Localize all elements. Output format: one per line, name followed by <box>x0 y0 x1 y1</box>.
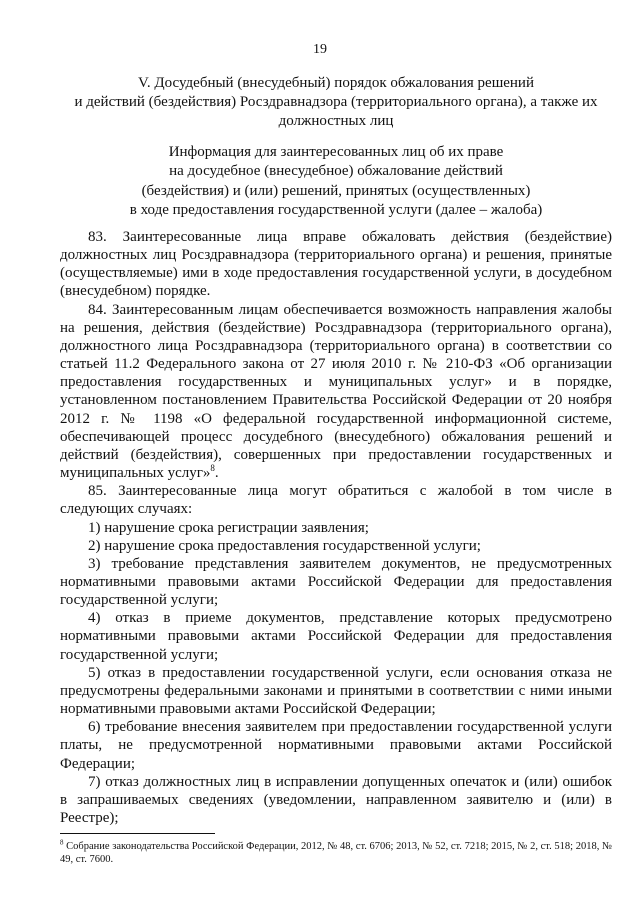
list-item: 2) нарушение срока предоставления государственной услуги; <box>88 537 481 554</box>
paragraph-84-text: 84. Заинтересованным лицам обеспечивается возможность направления жалобы на решения, действия (бездействие) Росздравнадзора (территориального органа), должностного лица Росздравнадзора (территориального органа) в соответствии со статьей 11.2 Федерального закона от 27 июля 2010 г. № 210-ФЗ «Об организации предоставления государственных и муниципальных услуг» и в порядке, установленном постановлением Правительства Российской Федерации от 20 ноября 2012 г. № 1198 «О федеральной государственной информационной системе, обеспечивающей процесс досудебного (внесудебного) обжалования решений и действий (бездействия), совершенных при предоставлении государственных и муниципальных услуг» <box>60 301 612 482</box>
section-heading <box>60 74 612 131</box>
list-item: 7) отказ должностных лиц в исправлении допущенных опечаток и (или) ошибок в запрашиваемых сведениях (уведомлении, направленном заявителю и (или) в Реестре); <box>60 773 612 826</box>
list-item: 3) требование представления заявителем документов, не предусмотренных нормативными правовыми актами Российской Федерации для предоставления государственной услуги; <box>60 555 612 609</box>
info-heading-line: в ходе предоставления государственной услуги (далее – жалоба) <box>129 202 543 219</box>
footnote <box>60 840 612 866</box>
section-heading-line: должностных лиц <box>278 113 394 129</box>
list-item: 6) требование внесения заявителем при предоставлении государственной услуги платы, не предусмотренной нормативными правовыми актами Российской Федерации; <box>60 719 612 772</box>
footnote-reference[interactable]: 8 <box>210 463 215 474</box>
info-heading-line: на досудебное (внесудебное) обжалование действий <box>169 163 503 180</box>
info-heading <box>60 143 612 221</box>
info-heading-line: Информация для заинтересованных лиц об их праве <box>168 144 504 160</box>
paragraph-84-end: . <box>214 465 219 482</box>
body-text <box>60 228 612 827</box>
footnote-mark: 8 <box>60 838 64 847</box>
list-item: 4) отказ в приеме документов, представление которых предусмотрено нормативными правовыми актами Российской Федерации для предоставления государственной услуги; <box>60 610 612 663</box>
paragraph-84 <box>60 301 612 483</box>
list-item: 5) отказ в предоставлении государственной услуги, если основания отказа не предусмотрены федеральными законами и принятыми в соответствии с ними иными нормативными правовыми актами Российской Федерации; <box>60 664 612 718</box>
paragraph-83: 83. Заинтересованные лица вправе обжаловать действия (бездействие) должностных лиц Росздравнадзора (территориального органа) и решения, принятые (осуществляемые) ими в ходе предоставления государственной услуги, в досудебном (внесудебном) порядке. <box>60 229 612 300</box>
paragraph-85: 85. Заинтересованные лица могут обратиться с жалобой в том числе в следующих случаях: <box>60 483 612 518</box>
footnote-text: Собрание законодательства Российской Федерации, 2012, № 48, ст. 6706; 2013, № 52, ст. 7218; 2015, № 2, ст. 518; 2018, № 49, ст. 7600. <box>60 841 612 865</box>
section-heading-line: V. Досудебный (внесудебный) порядок обжалования решений <box>138 75 534 91</box>
footnote-divider <box>60 833 215 834</box>
list-item: 1) нарушение срока регистрации заявления; <box>88 519 369 536</box>
info-heading-line: (бездействия) и (или) решений, принятых (осуществленных) <box>141 182 531 199</box>
section-heading-line: и действий (бездействия) Росздравнадзора (территориального органа), а также их <box>74 94 598 110</box>
page-number: 19 <box>313 42 327 57</box>
